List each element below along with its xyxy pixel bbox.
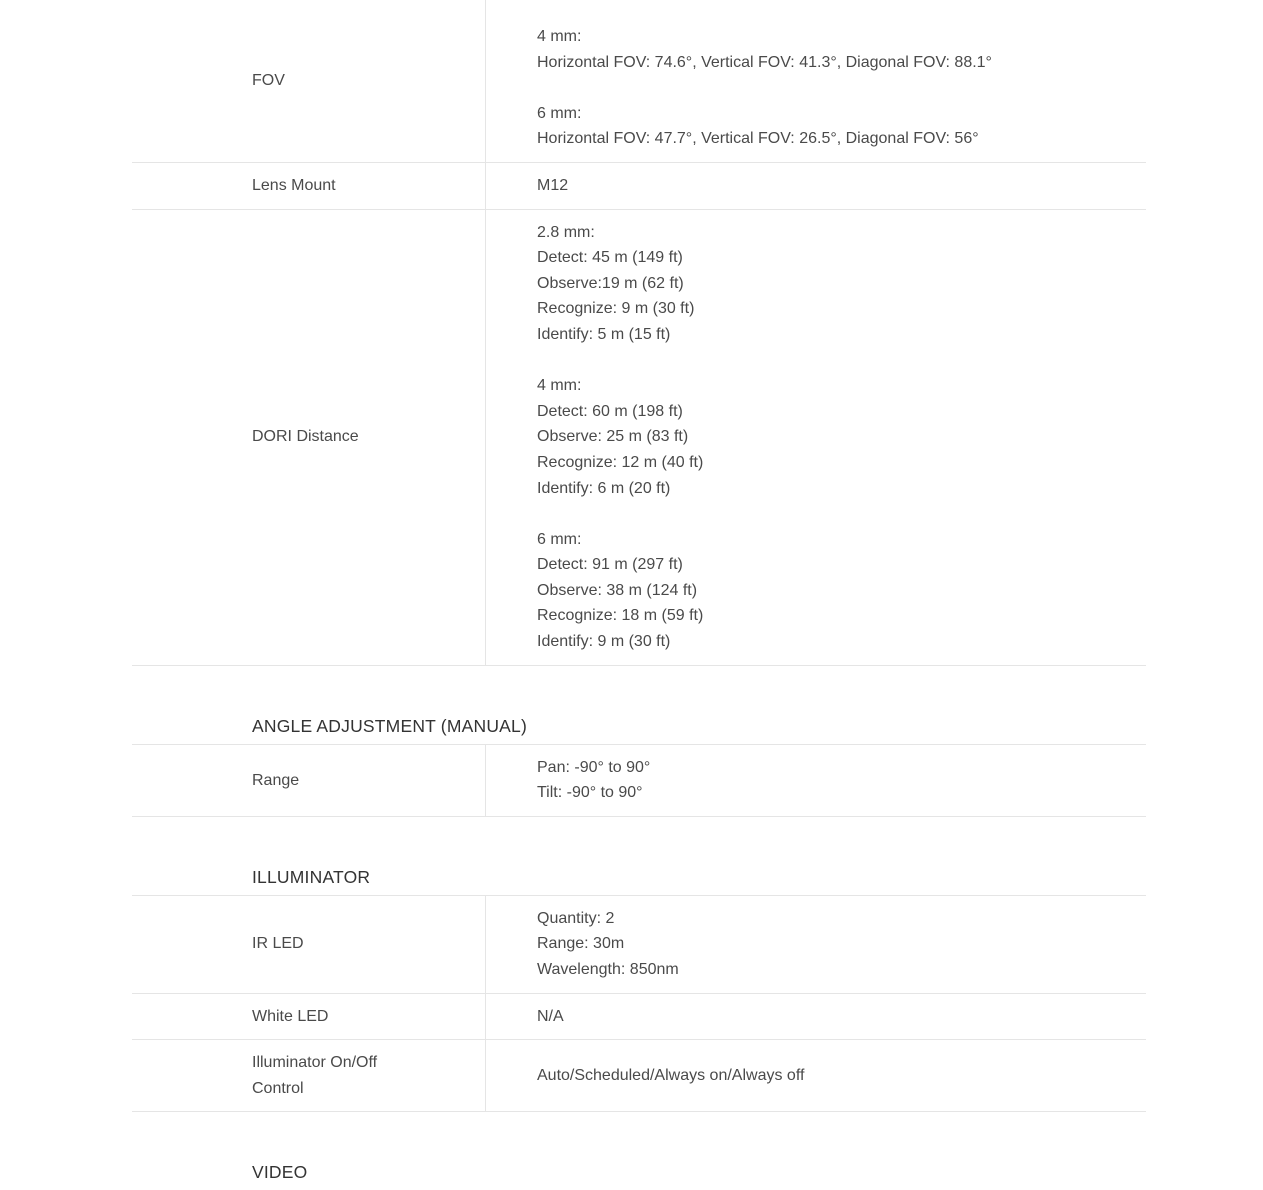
spec-table	[132, 0, 1146, 1190]
spec-label: Lens Mount	[132, 163, 486, 209]
spec-label: FOV	[132, 0, 486, 162]
spec-value	[486, 210, 1146, 665]
spec-value	[486, 163, 1146, 209]
spec-value-line: 6 mm:	[537, 530, 582, 548]
spec-value-line: Auto/Scheduled/Always on/Always off	[537, 1066, 805, 1084]
spec-row-ir-led	[132, 896, 1146, 994]
spec-value-line: Recognize: 9 m (30 ft)	[537, 300, 695, 318]
spec-value-line: Range: 30m	[537, 935, 625, 953]
spec-value-line	[537, 75, 1146, 101]
spec-label: Illuminator On/Off Control	[132, 1040, 486, 1111]
spec-value-line: Recognize: 12 m (40 ft)	[537, 453, 704, 471]
spec-value	[486, 745, 1146, 816]
spec-value-line: Horizontal FOV: 74.6°, Vertical FOV: 41.3°, Diagonal FOV: 88.1°	[537, 53, 992, 71]
spec-value-line: M12	[537, 176, 569, 194]
spec-value-line: Detect: 91 m (297 ft)	[537, 556, 683, 574]
spec-value	[486, 0, 1146, 162]
spec-value-line: Pan: -90° to 90°	[537, 758, 651, 776]
spec-row-illuminator-control	[132, 1040, 1146, 1112]
section-title-illuminator: ILLUMINATOR	[132, 817, 1146, 896]
spec-value-line: N/A	[537, 1007, 564, 1025]
spec-value-line: Wavelength: 850nm	[537, 961, 679, 979]
spec-label: IR LED	[132, 896, 486, 993]
spec-value	[486, 1040, 1146, 1111]
spec-value-line: Horizontal FOV: 47.7°, Vertical FOV: 26.5°, Diagonal FOV: 56°	[537, 130, 979, 148]
spec-value	[486, 896, 1146, 993]
spec-row-fov	[132, 0, 1146, 163]
spec-row-range	[132, 745, 1146, 817]
spec-value-line: Identify: 9 m (30 ft)	[537, 633, 671, 651]
spec-value-line: Detect: 45 m (149 ft)	[537, 249, 683, 267]
spec-value-line: 2.8 mm:	[537, 223, 595, 241]
spec-label: DORI Distance	[132, 210, 486, 665]
spec-value-line: Tilt: -90° to 90°	[537, 784, 643, 802]
spec-value-line: Identify: 5 m (15 ft)	[537, 325, 671, 343]
spec-value-line: 4 mm:	[537, 377, 582, 395]
spec-value-line: Observe: 38 m (124 ft)	[537, 581, 698, 599]
spec-value-line: Observe:19 m (62 ft)	[537, 274, 684, 292]
spec-value-line	[537, 501, 1146, 527]
spec-label: Range	[132, 745, 486, 816]
spec-row-lens-mount	[132, 163, 1146, 210]
spec-row-white-led	[132, 994, 1146, 1041]
spec-value-line: Quantity: 2	[537, 909, 615, 927]
spec-value-line: 6 mm:	[537, 104, 582, 122]
spec-value-line: 4 mm:	[537, 28, 582, 45]
section-title-angle-adjustment: ANGLE ADJUSTMENT (MANUAL)	[132, 666, 1146, 745]
spec-value-line: Detect: 60 m (198 ft)	[537, 402, 683, 420]
spec-value	[486, 994, 1146, 1040]
spec-value-line: Identify: 6 m (20 ft)	[537, 479, 671, 497]
spec-value-line	[537, 348, 1146, 374]
section-title-video: VIDEO	[252, 1162, 308, 1183]
spec-label: White LED	[132, 994, 486, 1040]
spec-row-dori-distance	[132, 210, 1146, 666]
spec-value-line: Observe: 25 m (83 ft)	[537, 428, 689, 446]
spec-value-line: Recognize: 18 m (59 ft)	[537, 607, 704, 625]
